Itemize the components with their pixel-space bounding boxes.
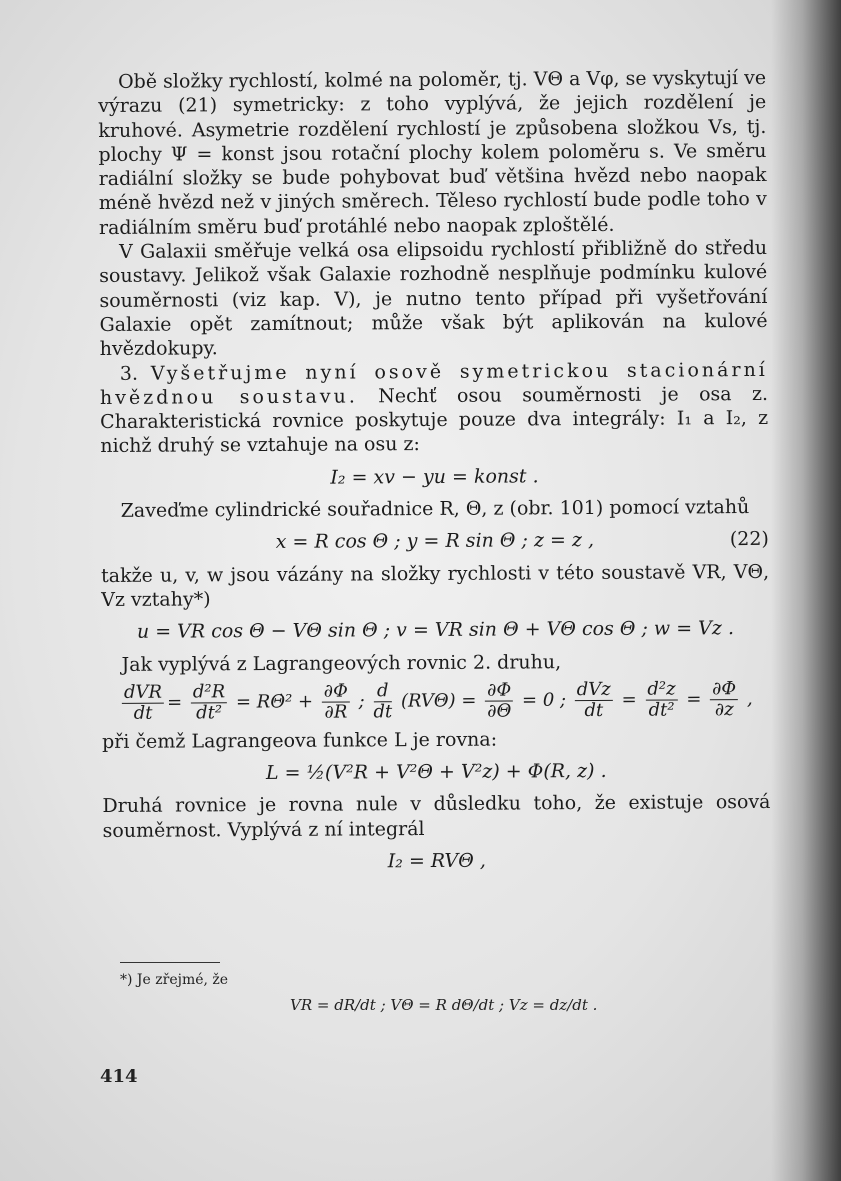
equation-cylindrical: x = R cos Θ ; y = R sin Θ ; z = z , [275,529,595,554]
paragraph-3-rest: Nechť osou souměrnosti je osa z. Charakteristická rovnice poskytuje pouze dva integrály: I₁ a I₂, z nichž druhý se vztahuje na osu z: [100,382,769,458]
paragraph-3-number: 3. [119,362,151,385]
equation-uvw: u = VR cos Θ − VΘ sin Θ ; v = VR sin Θ + VΘ cos Θ ; w = Vz . [136,617,735,644]
lagrange-term-b: ; [358,690,365,712]
footnote-text: *) Je zřejmé, že [120,972,229,988]
page-gutter-shadow [771,0,841,1181]
page-number: 414 [100,1066,138,1087]
lagrange-term-d: = 0 ; [521,689,567,711]
paragraph-4: Zaveďme cylindrické souřadnice R, Θ, z (obr. 101) pomocí vztahů [120,496,750,522]
equation-number-22: (22) [729,528,769,551]
frac-dvz-dt: $\frac{\text{dVz}}{dt}$ [575,680,613,721]
frac-dvr-dt: $\frac{\text{dVR}}{dt}$ [122,682,164,723]
frac-dphi-dz: $\frac{\partial\Phi}{\partial z}$ [710,679,738,720]
paragraph-1: Obě složky rychlostí, kolmé na poloměr, tj. VΘ a Vφ, se vyskytují ve výrazu (21) symetricky: z toho vyplývá, že jejich rozdělení je kruhové. Asymetrie rozdělení rychlostí je způsobena složkou Vs, tj. plochy Ψ = konst jsou rotační plochy kolem poloměru s. Ve směru radiální složky se bude pohybovat buď většina hvězd nebo naopak méně hvězd než v jiných směrech. Těleso rychlostí bude podle toho v radiálním směru buď protáhlé nebo naopak zploštělé. [98,66,767,239]
frac-dphi-dr: $\frac{\partial\Phi}{\partial R}$ [322,681,350,722]
lagrange-term-f: = [686,688,702,710]
lagrange-term-a: = RΘ̇² + [235,691,314,713]
lagrange-term-e: = [621,689,637,711]
equation-i2-rv: I₂ = RVΘ , [387,849,486,873]
frac-d2r-dt2: $\frac{\text{d²R}}{\text{dt²}}$ [191,682,228,723]
paragraph-2: V Galaxii směřuje velká osa elipsoidu rychlostí přibližně do středu soustavy. Jelikož však Galaxie rozhodně nesplňuje podmínku kulové souměrnosti (viz kap. V), je nutno tento případ při vyšetřování Galaxie opět zamítnout; může však být aplikován na kulové hvězdokupy. [99,236,768,361]
frac-dphi-dtheta: $\frac{\partial\Phi}{\partial\Theta}$ [487,679,512,722]
paragraph-3 [100,357,769,458]
frac-d2z-dt2: $\frac{\text{d²z}}{\text{dt²}}$ [645,679,677,720]
lagrange-term-c: (RVΘ) = [400,690,477,712]
lagrange-term-end: , [746,688,753,710]
paragraph-6: Jak vyplývá z Lagrangeových rovnic 2. druhu, [121,650,562,676]
paragraph-5: takže u, v, w jsou vázány na složky rychlosti v této soustavě VR, VΘ, Vz vztahy*) [101,560,770,611]
frac-d-dt: $\frac{d}{dt}$ [373,680,393,723]
equation-lagrangian: L = ½(V²R + V²Θ + V²z) + Φ(R, z) . [265,760,607,785]
footnote-equation: VR = dR/dt ; VΘ = R dΘ/dt ; Vz = dz/dt . [290,996,598,1014]
paragraph-3-spaced: Vyšetřujme nyní osově symetrickou stacionární hvězdnou soustavu. [99,358,768,409]
footnote-rule [120,962,220,963]
main-text-block [98,66,771,883]
paragraph-7: při čemž Lagrangeova funkce L je rovna: [102,728,498,753]
equation-lagrange: $\frac{\text{dVR}}{dt}$ = $\frac{\text{d²R}}{\text{dt²}}$ = RΘ̇² + $\frac{\partial\Phi}{\partial R}$ ; $\frac{d}{dt}$ (RVΘ) = $\frac{\partial\Phi}{\partial\Theta}$ = 0 ; $\frac{\text{dVz}}{dt}$ = $\frac{\text{d²z}}{\text{dt²}}$ = $\frac{\partial\Phi}{\partial z}$ , [123,677,753,724]
equation-22 [101,527,769,555]
equation-i2: I₂ = xv − yu = konst . [330,465,539,489]
paragraph-8: Druhá rovnice je rovna nule v důsledku toho, že existuje osová souměrnost. Vyplývá z ní integrál [102,791,771,842]
